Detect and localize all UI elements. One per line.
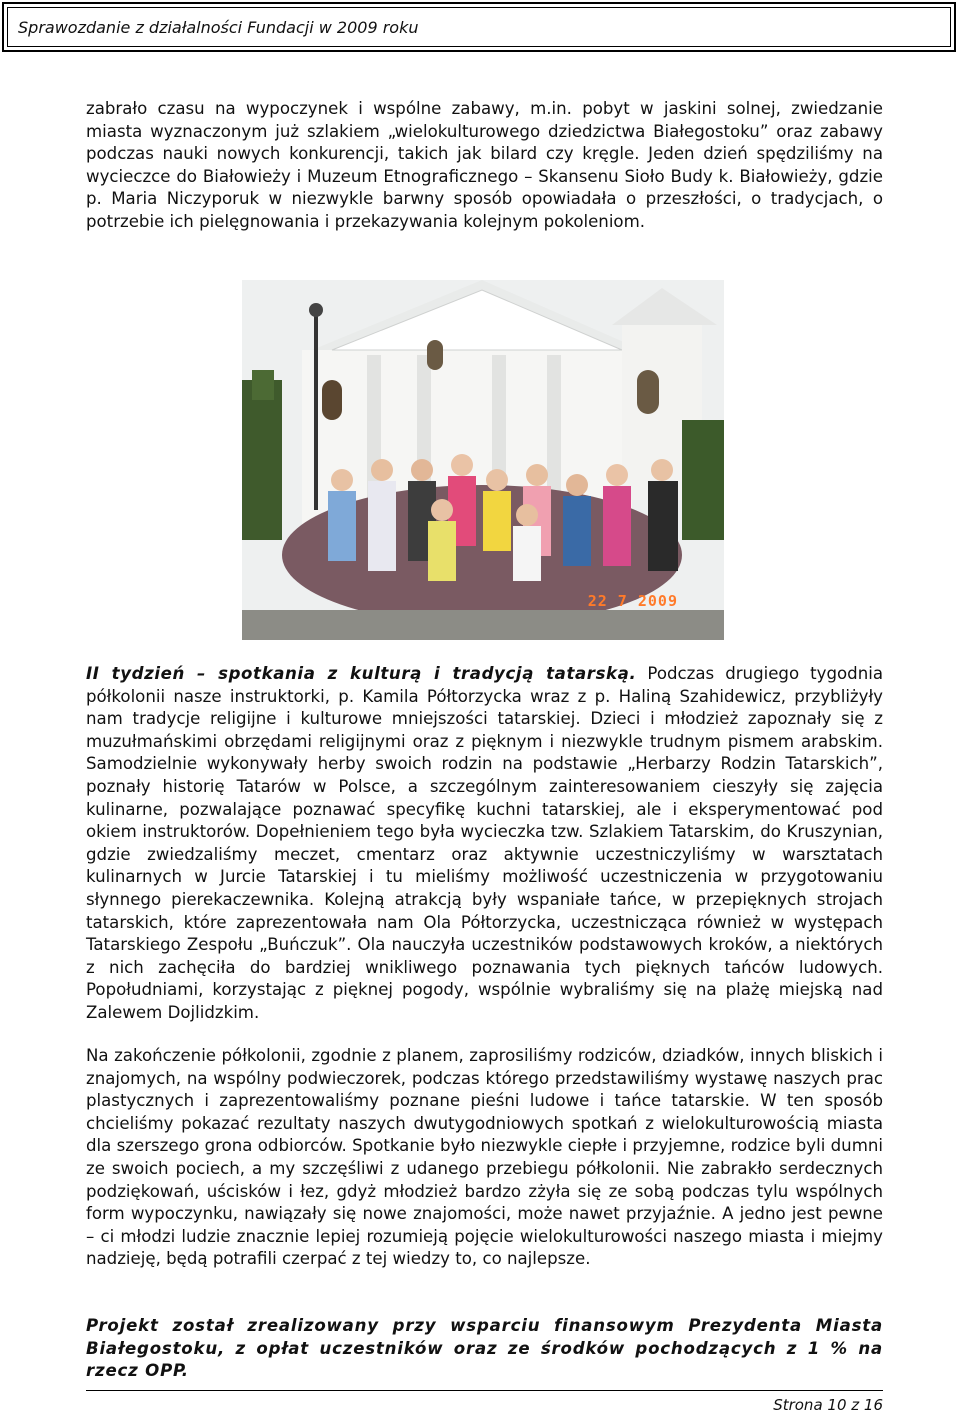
week-two-heading: II tydzień – spotkania z kulturą i tradycją tatarską. — [86, 664, 637, 683]
page-header — [2, 2, 956, 52]
photo-date-stamp: 22 7 2009 — [587, 592, 678, 610]
week-two-body: Podczas drugiego tygodnia półkolonii nasze instruktorki, p. Kamila Półtorzycka wraz z p. Haliną Szahidewicz, przybliżyły nam tradycje religijne i kulturowe mniejszości tatarskiej. Dzieci i młodzież zapoznały się z muzułmańskimi obrzędami religijnymi oraz z pięknym i niezwykle trudnym pismem arabskim. Samodzielnie wykonywały herby swoich rodzin na podstawie „Herbarzy Rodzin Tatarskich”, poznały historię Tatarów w Polsce, a szczególnym zainteresowaniem cieszyły się zajęcia kulinarne, pozwalające poznawać specyfikę kuchni tatarskiej, ale i eksperymentować pod okiem instruktorów. Dopełnieniem tego była wycieczka tzw. Szlakiem Tatarskim, do Kruszynian, gdzie zwiedzaliśmy meczet, cmentarz oraz aktywnie uczestniczyliśmy w warsztatach kulinarnych w Jurcie Tatarskiej i tu mieliśmy możliwość uczestniczenia w przygotowaniu słynnego pierekaczewnika. Kolejną atrakcją były wspaniałe tańce, w przepięknych strojach tatarskich, które zaprezentowała nam Ola Półtorzycka, uczestnicząca również w występach Tatarskiego Zespołu „Buńczuk”. Ola nauczyła uczestników podstawowych kroków, a niektórych z nich zachęciła do bardziej wnikliwego poznawania tych pięknych tańców ludowych. Popołudniami, korzystając z pięknej pogody, wspólnie wybraliśmy się na plażę miejską nad Zalewem Dojlidzkim. — [86, 664, 883, 1022]
paragraph-week-two — [86, 663, 883, 1025]
paragraph-funding: Projekt został zrealizowany przy wsparciu finansowym Prezydenta Miasta Białegostoku, z opłat uczestników oraz ze środków pochodzących z 1 % na rzecz OPP. — [86, 1316, 883, 1381]
group-photo — [242, 280, 724, 640]
paragraph-closing: Na zakończenie półkolonii, zgodnie z planem, zaprosiliśmy rodziców, dziadków, innych bliskich i znajomych, na wspólny podwieczorek, podczas którego przedstawiliśmy wystawę naszych prac plastycznych i zaprezentowaliśmy poznane pieśni ludowe i tańce tatarskie. W ten sposób chcieliśmy pokazać rezultaty naszych dwutygodniowych spotkań z wielokulturowością miasta dla szerszego grona odbiorców. Spotkanie było niezwykle ciepłe i przyjemne, rodzice byli dumni ze swoich pociech, a my szczęśliwi z udanego przebiegu półkolonii. Nie zabrakło serdecznych podziękowań, uścisków i łez, gdyż młodzież bardzo zżyła się ze sobą podczas tylu wspólnych form wypoczynku, nawiązały się nowe znajomości, może nawet przyjaźnie. A jedno jest pewne – ci młodzi ludzie znacznie lepiej rozumieją pojęcie wielokulturowości naszego miasta i miejmy nadzieję, będą potrafili czerpać z tej wiedzy to, co najlepsze. — [86, 1046, 883, 1269]
page-number: Strona 10 z 16 — [773, 1396, 883, 1414]
footer-divider — [86, 1390, 883, 1391]
paragraph-intro: zabrało czasu na wypoczynek i wspólne zabawy, m.in. pobyt w jaskini solnej, zwiedzanie miasta wyznaczonym już szlakiem „wielokulturowego dziedzictwa Białegostoku” oraz zabawy podczas nauki nowych konkurencji, takich jak bilard czy kręgle. Jeden dzień spędziliśmy na wycieczce do Białowieży i Muzeum Etnograficznego – Skansenu Sioło Budy k. Białowieży, gdzie p. Maria Niczyporuk w niezwykle barwny sposób opowiadała o przeszłości, o tradycjach, o potrzebie ich pielęgnowania i przekazywania kolejnym pokoleniom. — [86, 99, 883, 231]
header-title: Sprawozdanie z działalności Fundacji w 2009 roku — [18, 18, 419, 37]
photo-illustration — [242, 280, 724, 640]
